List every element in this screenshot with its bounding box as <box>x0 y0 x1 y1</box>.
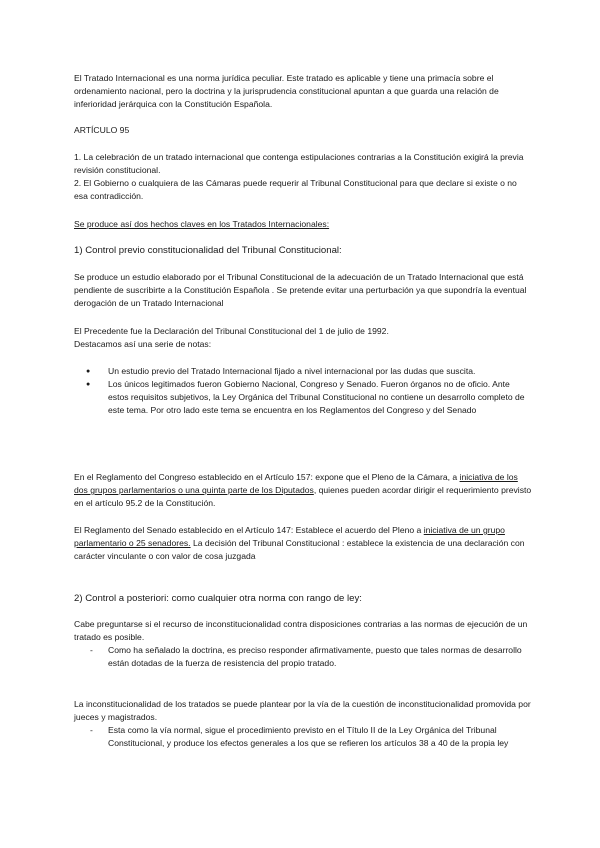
senado-text-start: El Reglamento del Senado establecido en el Artículo 147: Establece el acuerdo del Pleno a <box>74 525 424 535</box>
section-1-title: 1) Control previo constitucionalidad del Tribunal Constitucional: <box>74 245 342 256</box>
congreso-underlined-text: iniciativa de los dos grupos parlamentarios o una quinta parte de los Diputados <box>74 472 518 495</box>
list-item: ● Un estudio previo del Tratado Internacional fijado a nivel internacional por las dudas que suscita. <box>74 365 532 378</box>
notes-list <box>74 365 532 417</box>
section-2-paragraph-1: Cabe preguntarse si el recurso de inconstitucionalidad contra disposiciones contrarias a las normas de ejecución de un tratado es posible. <box>74 619 528 642</box>
list-item: - Esta como la vía normal, sigue el procedimiento previsto en el Título II de la Ley Orgánica del Tribunal Constitucional, y produce los efectos generales a los que se refieren los artículos 38 a 40 de la propia ley <box>74 724 532 750</box>
senado-paragraph <box>74 524 532 563</box>
notes-intro-line: Destacamos así una serie de notas: <box>74 339 212 349</box>
senado-text-end: La decisión del Tribunal Constitucional : establece la existencia de una declaración con carácter vinculante o con valor de cosa juzgada <box>74 538 525 561</box>
procedure-list <box>74 724 532 750</box>
list-item: - Como ha señalado la doctrina, es preciso responder afirmativamente, puesto que tales normas de desarrollo están dotadas de la fuerza de resistencia del propio tratado. <box>74 644 532 670</box>
congreso-text-end: , quienes pueden acordar dirigir el requerimiento previsto en el artículo 95.2 de la Constitución. <box>74 485 532 508</box>
list-item: ● Los únicos legitimados fueron Gobierno Nacional, Congreso y Senado. Fueron órganos no de oficio. Ante estos requisitos subjetivos, la Ley Orgánica del Tribunal Constitucional no contiene un desarrollo completo de este tema. Por otro lado este tema se encuentra en los Reglamentos del Congreso y del Senado <box>74 378 532 417</box>
article-point-2: 2. El Gobierno o cualquiera de las Cámaras puede requerir al Tribunal Constitucional para que declare si existe o no esa contradicción. <box>74 178 517 201</box>
precedent-line: El Precedente fue la Declaración del Tribunal Constitucional del 1 de julio de 1992. <box>74 326 389 336</box>
senado-underlined-text: iniciativa de un grupo parlamentario o 25 senadores. <box>74 525 505 548</box>
section-2-paragraph-2: La inconstitucionalidad de los tratados se puede plantear por la vía de la cuestión de inconstitucionalidad promovida por jueces y magistrados. <box>74 699 531 722</box>
key-facts-heading: Se produce así dos hechos claves en los Tratados Internacionales: <box>74 219 330 229</box>
section-1-paragraph: Se produce un estudio elaborado por el Tribunal Constitucional de la adecuación de un Tratado Internacional que está pendiente de suscribirte a la Constitución Española . Se pretende evitar una perturbación ya que supondría la eventual derogación de un Tratado Internacional <box>74 272 527 308</box>
section-2-title: 2) Control a posteriori: como cualquier otra norma con rango de ley: <box>74 593 362 604</box>
doctrine-list <box>74 644 532 670</box>
intro-paragraph: El Tratado Internacional es una norma jurídica peculiar. Este tratado es aplicable y tiene una primacía sobre el ordenamiento nacional, pero la doctrina y la jurisprudencia constitucional apuntan a que guarda una relación de inferioridad jerárquica con la Constitución Española. <box>74 73 499 109</box>
article-heading: ARTÍCULO 95 <box>74 125 130 135</box>
congreso-text-start: En el Reglamento del Congreso establecido en el Artículo 157: expone que el Pleno de la Cámara, a <box>74 472 460 482</box>
article-point-1: 1. La celebración de un tratado internacional que contenga estipulaciones contrarias a la Constitución exigirá la previa revisión constitucional. <box>74 152 524 175</box>
congreso-paragraph <box>74 471 532 510</box>
